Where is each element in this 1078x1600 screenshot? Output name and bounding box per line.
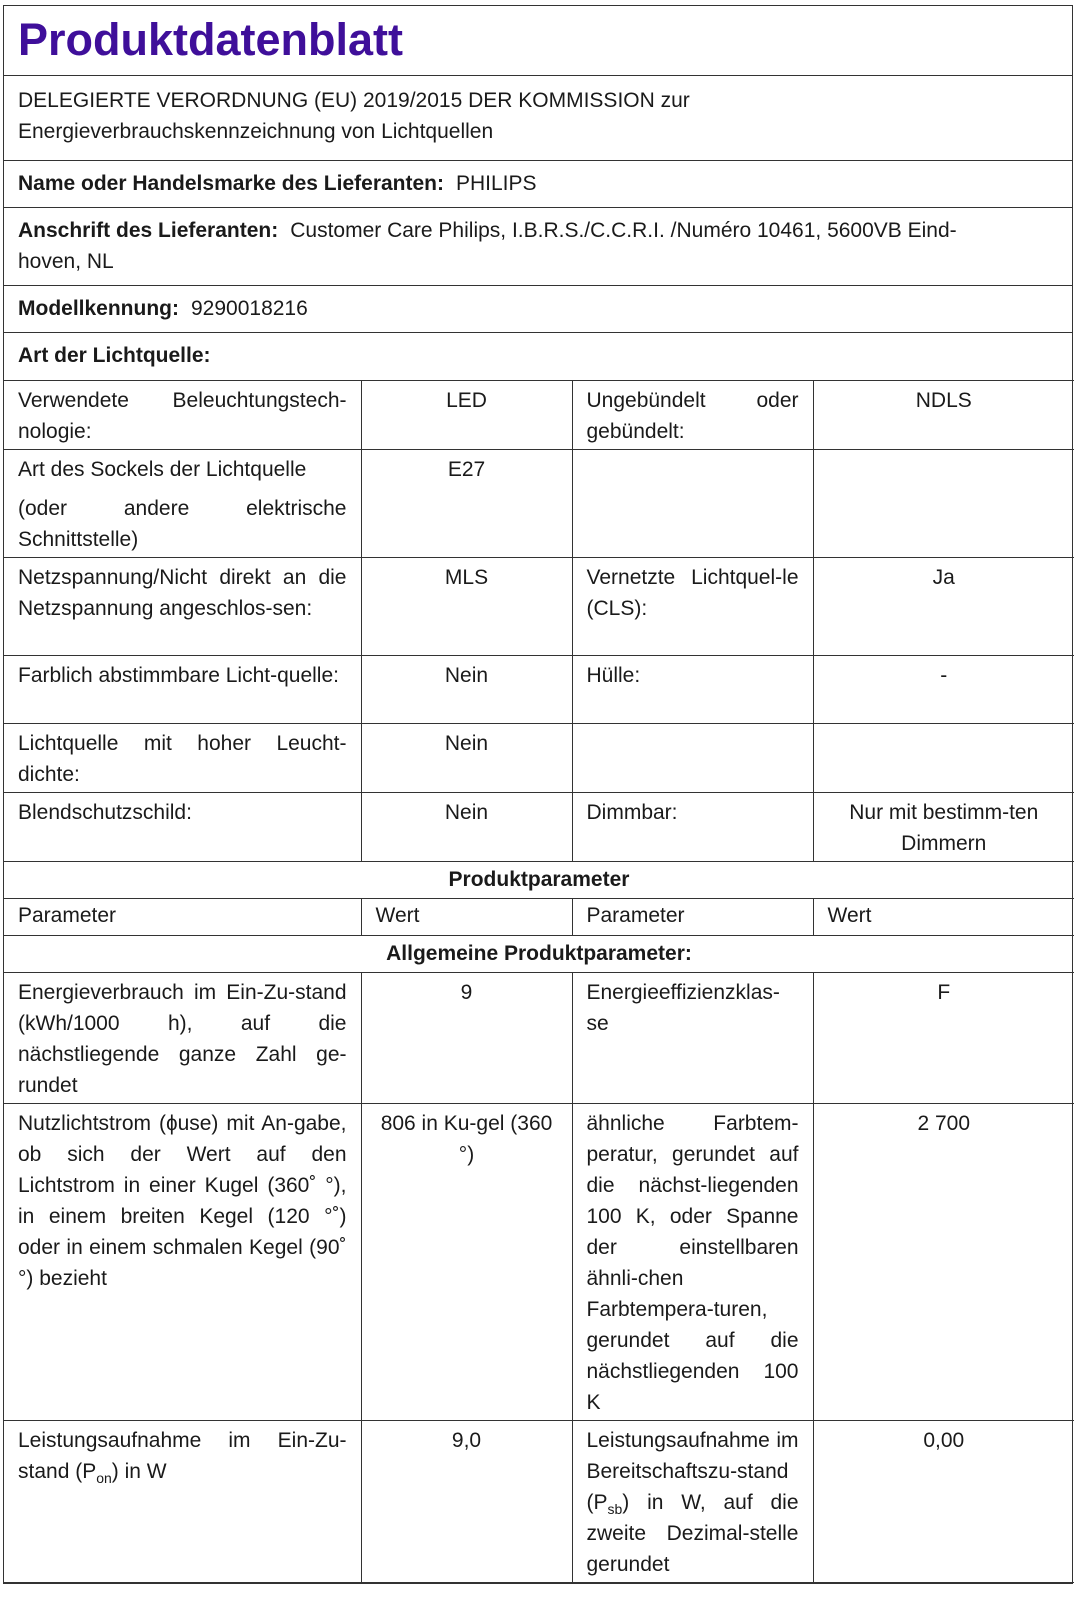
- table-row: [4, 724, 1074, 793]
- table-header-row: [4, 899, 1074, 936]
- supplier-address-value-2: hoven, NL: [18, 250, 114, 273]
- value-cell: Ja: [813, 558, 1074, 656]
- param-cell: Energieverbrauch im Ein-Zu-stand (kWh/1000 h), auf die nächstliegende ganze Zahl ge-rundet: [4, 973, 361, 1104]
- param-cell: Netzspannung/Nicht direkt an die Netzspannung angeschlos-sen:: [4, 558, 361, 656]
- value-cell: Nein: [361, 656, 572, 724]
- supplier-address-row: [4, 208, 1072, 286]
- value-cell: [813, 724, 1074, 793]
- value-cell: LED: [361, 381, 572, 450]
- supplier-name-label: Name oder Handelsmarke des Lieferanten:: [18, 172, 444, 195]
- value-cell: E27: [361, 450, 572, 558]
- param-cell: [4, 450, 361, 558]
- param-cell: Lichtquelle mit hoher Leucht-dichte:: [4, 724, 361, 793]
- param-subscript: sb: [607, 1501, 623, 1518]
- table-row: [4, 558, 1074, 656]
- param-text: Art des Sockels der Lichtquelle: [18, 458, 307, 481]
- param-text: Leistungsaufnahme im Ein-Zu-stand (P: [18, 1429, 347, 1483]
- param-cell: ähnliche Farbtem-peratur, gerundet auf die nächst-liegenden 100 K, oder Spanne der einstellbaren ähnli-chen Farbtempera-turen, gerundet auf die nächstliegenden 100 K: [572, 1104, 813, 1421]
- value-cell: 2 700: [813, 1104, 1074, 1421]
- supplier-address-value-1: Customer Care Philips, I.B.R.S./C.C.R.I. /Numéro 10461, 5600VB Eind-: [290, 219, 957, 242]
- value-cell: Nur mit bestimm-ten Dimmern: [813, 793, 1074, 862]
- value-cell: F: [813, 973, 1074, 1104]
- param-cell: Vernetzte Lichtquel-le (CLS):: [572, 558, 813, 656]
- table-row: [4, 381, 1074, 450]
- value-cell: Nein: [361, 724, 572, 793]
- table-row: [4, 793, 1074, 862]
- table-row: [4, 656, 1074, 724]
- value-cell: NDLS: [813, 381, 1074, 450]
- param-cell: [572, 1421, 813, 1583]
- param-cell: Verwendete Beleuchtungstech-nologie:: [4, 381, 361, 450]
- param-cell: Farblich abstimmbare Licht-quelle:: [4, 656, 361, 724]
- table-row: [4, 1104, 1074, 1421]
- light-source-type-table: [4, 380, 1074, 1583]
- param-cell: Hülle:: [572, 656, 813, 724]
- value-cell: -: [813, 656, 1074, 724]
- param-cell: Blendschutzschild:: [4, 793, 361, 862]
- param-text: ) in W: [111, 1460, 167, 1483]
- param-cell: [572, 450, 813, 558]
- column-header: Parameter: [4, 899, 361, 936]
- param-cell: Nutzlichtstrom (ɸuse) mit An-gabe, ob sich der Wert auf den Lichtstrom in einer Kugel (360˚ °), in einem breiten Kegel (120 °˚) oder in einem schmalen Kegel (90˚ °) bezieht: [4, 1104, 361, 1421]
- table-row: [4, 862, 1074, 899]
- table-row: [4, 450, 1074, 558]
- product-parameters-heading: Produktparameter: [4, 862, 1074, 899]
- value-cell: 9,0: [361, 1421, 572, 1583]
- column-header: Wert: [813, 899, 1074, 936]
- value-cell: MLS: [361, 558, 572, 656]
- param-text: (oder andere elektrische Schnittstelle): [18, 497, 347, 551]
- supplier-name-row: [4, 161, 1072, 208]
- page-title: Produktdatenblatt: [4, 6, 1072, 76]
- value-cell: Nein: [361, 793, 572, 862]
- light-source-type-heading: Art der Lichtquelle:: [18, 344, 211, 367]
- value-cell: 0,00: [813, 1421, 1074, 1583]
- column-header: Wert: [361, 899, 572, 936]
- product-data-sheet: [3, 5, 1073, 1584]
- model-id-row: [4, 286, 1072, 333]
- param-subscript: on: [96, 1470, 112, 1487]
- param-cell: [572, 724, 813, 793]
- value-cell: [813, 450, 1074, 558]
- param-text: ) in W, auf die zweite Dezimal-stelle gerundet: [586, 1491, 799, 1576]
- value-cell: 9: [361, 973, 572, 1104]
- model-id-label: Modellkennung:: [18, 297, 179, 320]
- param-cell: Energieeffizienzklas-se: [572, 973, 813, 1104]
- model-id-value: 9290018216: [191, 297, 308, 320]
- table-row: [4, 973, 1074, 1104]
- supplier-address-label: Anschrift des Lieferanten:: [18, 219, 279, 242]
- regulation-line-1: DELEGIERTE VERORDNUNG (EU) 2019/2015 DER KOMMISSION zur: [18, 89, 690, 112]
- regulation-line-2: Energieverbrauchskennzeichnung von Lichtquellen: [18, 120, 494, 143]
- regulation-reference: [4, 76, 1072, 161]
- param-cell: Dimmbar:: [572, 793, 813, 862]
- general-parameters-heading: Allgemeine Produktparameter:: [4, 936, 1074, 973]
- supplier-name-value: PHILIPS: [456, 172, 537, 195]
- table-row: [4, 1421, 1074, 1583]
- param-cell: [4, 1421, 361, 1583]
- param-cell: Ungebündelt oder gebündelt:: [572, 381, 813, 450]
- table-row: [4, 936, 1074, 973]
- value-cell: 806 in Ku-gel (360 °): [361, 1104, 572, 1421]
- param-text: Leistungsaufnahme im Bereitschaftszu-stand (P: [586, 1429, 799, 1514]
- column-header: Parameter: [572, 899, 813, 936]
